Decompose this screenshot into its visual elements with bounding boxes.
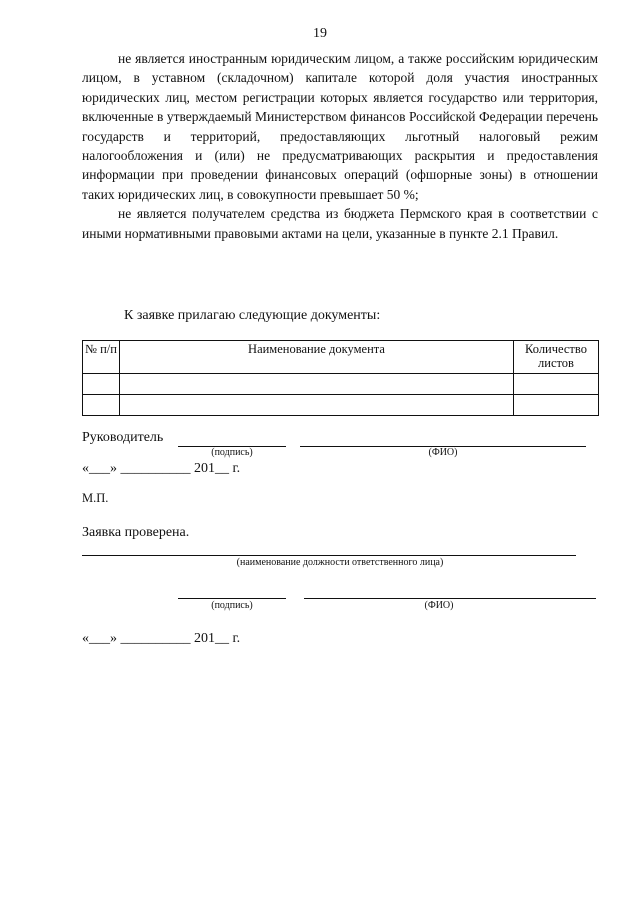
table-cell (83, 374, 120, 395)
documents-table (82, 340, 599, 416)
verification-date: «___» __________ 201__ г. (82, 631, 241, 646)
head-fio-caption: (ФИО) (428, 447, 458, 458)
paragraph-offshore: не является иностранным юридическим лицом, а также российским юридическим лицом, в уставном (складочном) капитале которой доля участия иностранных юридических лиц, местом регистрации которых является государство или территория, включенные в утверждаемый Министерством финансов Российской Федерации перечень государств и территорий, предоставляющих льготный налоговый режим налогообложения и (или) не предусматривающих раскрытия и предоставления информации при проведении финансовых операций (офшорные зоны) в отношении таких юридических лиц, в совокупности превышает 50 %; (82, 51, 598, 202)
head-date: «___» __________ 201__ г. (82, 461, 241, 476)
position-line (82, 555, 576, 556)
table-cell (83, 395, 120, 416)
verifier-fio-line (304, 598, 596, 599)
stamp-placeholder: М.П. (82, 491, 109, 505)
verifier-signature-line (178, 598, 286, 599)
head-label: Руководитель (82, 430, 164, 445)
paragraph-budget: не является получателем средства из бюджета Пермского края в соответствии с иными нормативными правовыми актами на цели, указанные в пункте 2.1 Правил. (82, 206, 598, 241)
verifier-fio-caption: (ФИО) (424, 600, 454, 611)
header-document-name: Наименование документа (120, 341, 514, 374)
header-sheet-count: Количество листов (514, 341, 599, 374)
body-text (82, 49, 598, 243)
table-cell (514, 395, 599, 416)
table-cell (120, 374, 514, 395)
header-number: № п/п (83, 341, 120, 374)
page-number: 19 (313, 26, 327, 41)
table-row (83, 395, 599, 416)
table-cell (514, 374, 599, 395)
position-caption: (наименование должности ответственного лица) (236, 557, 444, 568)
head-signature-caption: (подпись) (211, 447, 253, 458)
table-cell (120, 395, 514, 416)
table-row (83, 374, 599, 395)
verifier-signature-caption: (подпись) (211, 600, 253, 611)
documents-intro: К заявке прилагаю следующие документы: (124, 308, 381, 323)
table-header-row (83, 341, 599, 374)
verification-title: Заявка проверена. (82, 525, 190, 540)
